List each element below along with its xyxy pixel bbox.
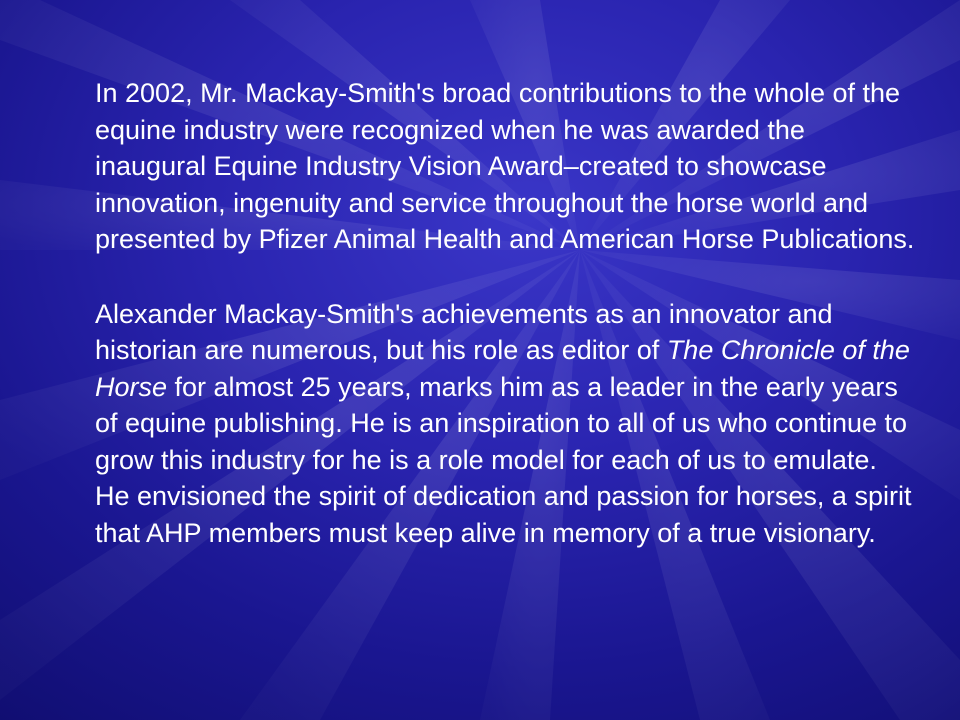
paragraph-achievements-intro: Alexander Mackay-Smith's achievements as an innovator and historian are numerous, but his role as editor of bbox=[95, 298, 833, 365]
publication-title: The Chronicle of the Horse bbox=[95, 335, 910, 402]
paragraph-achievements-rest: for almost 25 years, marks him as a leader in the early years of equine publishing. He is an inspiration to all of us who continue to grow this industry for he is a role model for each of us to emulate. He envisioned the spirit of dedication and passion for horses, a spirit that AHP members must keep alive in memory of a true visionary. bbox=[95, 371, 912, 548]
slide-body bbox=[95, 75, 915, 551]
paragraph-achievements bbox=[95, 296, 915, 552]
paragraph-vision-award: In 2002, Mr. Mackay-Smith's broad contributions to the whole of the equine industry were recognized when he was awarded the inaugural Equine Industry Vision Award–created to showcase innovation, ingenuity and service throughout the horse world and presented by Pfizer Animal Health and American Horse Publications. bbox=[95, 78, 915, 254]
